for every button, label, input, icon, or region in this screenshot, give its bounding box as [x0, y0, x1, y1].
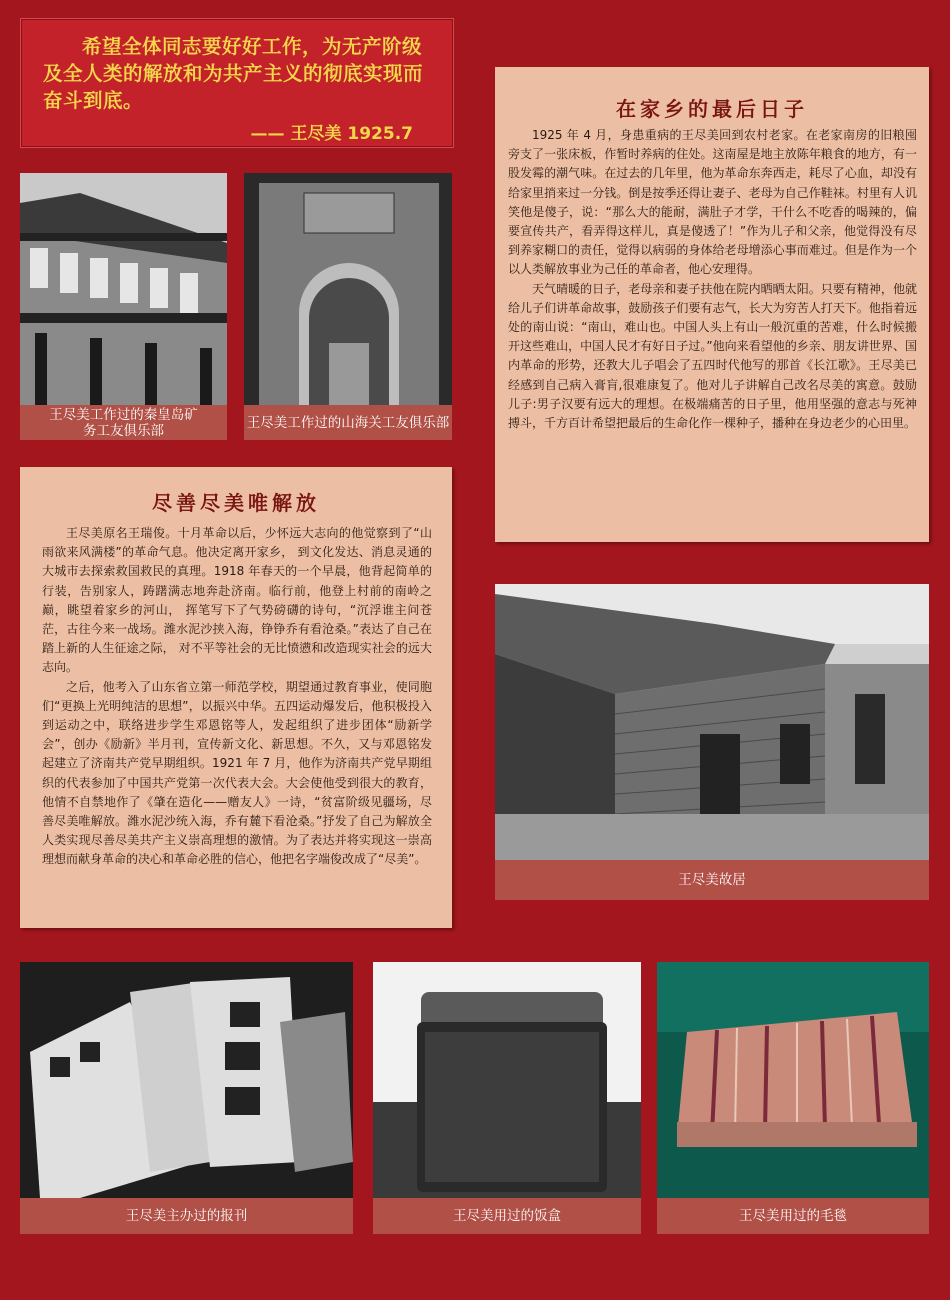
photo-lunch-box — [373, 962, 641, 1234]
blanket-photo — [657, 962, 929, 1198]
lunch-box-photo — [373, 962, 641, 1198]
newspapers-photo — [20, 962, 353, 1198]
photo-newspapers — [20, 962, 353, 1234]
photo-blanket — [657, 962, 929, 1234]
photo-shanhaiguan-club — [244, 173, 452, 440]
house-photo — [495, 584, 929, 860]
photo-caption: 王尽美工作过的山海关工友俱乐部 — [244, 405, 452, 440]
liberation-title: 尽善尽美唯解放 — [152, 491, 320, 515]
archway-photo — [244, 173, 452, 405]
photo-caption: 王尽美故居 — [495, 860, 929, 900]
hometown-paragraph: 天气晴暖的日子，老母亲和妻子扶他在院内晒晒太阳。只要有精神，他就给儿子们讲革命故事，鼓励孩子们要有志气，长大为穷苦人打天下。他指着远处的南山说：“南山，难山也。中国人头上有山一般沉重的苦难，什么时候搬开这些难山，中国人民才有好日子过。”他向来看望他的乡亲、朋友讲世界、国内革命的形势，还教大儿子唱会了五四时代他写的那首《长江歌》。王尽美已经感到自己病入膏肓,很难康复了。他对儿子讲解自己改名尽美的寓意。鼓励儿子:男子汉要有远大的理想。在极端痛苦的日子里，他用坚强的意志与死神搏斗，千方百计希望把最后的生命化作一棵种子，播种在身边老少的心田里。 — [508, 281, 917, 431]
liberation-panel — [20, 467, 452, 928]
quote-signature: —— 王尽美 1925.7 — [250, 124, 413, 144]
building-photo — [20, 173, 227, 405]
hometown-title: 在家乡的最后日子 — [616, 97, 808, 121]
photo-caption: 王尽美工作过的秦皇岛矿务工友俱乐部 — [20, 405, 227, 440]
hometown-panel — [495, 67, 929, 542]
quote-text: 希望全体同志要好好工作，为无产阶级及全人类的解放和为共产主义的彻底实现而奋斗到底。 — [43, 35, 424, 112]
photo-former-residence — [495, 584, 929, 900]
photo-qinhuangdao-club — [20, 173, 227, 440]
liberation-paragraph: 王尽美原名王瑞俊。十月革命以后，少怀远大志向的他觉察到了“山雨欲来风满楼”的革命气息。他决定离开家乡， 到文化发达、消息灵通的大城市去探索救国救民的真理。1918 年春天的一个早晨，他背起简单的行装，告别家人，踌躇满志地奔赴济南。临行前，他登上村前的南岭之巅，眺望着家乡的河山， 挥笔写下了气势磅礴的诗句，“沉浮谁主问苍茫，古往今来一战场。潍水泥沙挟入海，铮铮乔有看沧桑。”表达了自己在踏上新的人生征途之际， 对不平等社会的无比愤懑和改造现实社会的远大志向。 — [42, 526, 432, 675]
hometown-paragraph: 1925 年 4 月，身患重病的王尽美回到农村老家。在老家南房的旧粮囤旁支了一张床板，作暂时养病的住处。这南屋是地主放陈年粮食的地方，有一股发霉的潮气味。在过去的几年里，他为革命东奔西走，耗尽了心血，却没有给家里捎来过一分钱。倒是按季还得让妻子、老母为自己作鞋袜。村里有人讥笑他是傻子，说：“那么大的能耐，满肚子才学，干什么不吃香的喝辣的，偏要宣传共产，看弄得这样儿，真是傻透了！”作为儿子和父亲，他觉得没有尽到养家糊口的责任，觉得以病弱的身体给老母增添心事而难过。但是作为一个以人类解放事业为己任的革命者，他心安理得。 — [508, 128, 917, 277]
photo-caption: 王尽美用过的毛毯 — [657, 1198, 929, 1234]
photo-caption: 王尽美用过的饭盒 — [373, 1198, 641, 1234]
liberation-paragraph: 之后，他考入了山东省立第一师范学校，期望通过教育事业，使同胞们“更换上光明纯洁的思想”，以振兴中华。五四运动爆发后，他积极投入到运动之中，联络进步学生邓恩铭等人，发起组织了进步团体“励新学会”，创办《励新》半月刊，宣传新文化、新思想。不久，又与邓恩铭发起建立了济南共产党早期组织。1921 年 7 月，他作为济南共产党早期组织的代表参加了中国共产党第一次代表大会。大会使他受到很大的教育，他情不自禁地作了《肇在造化——赠友人》一诗，“贫富阶级见疆场，尽善尽美唯解放。潍水泥沙统入海，乔有麓下看沧桑。”抒发了自己为解放全人类实现尽善尽美共产主义崇高理想的激情。为了表达并将实现这一崇高理想而献身革命的决心和革命必胜的信心，他把名字端俊改成了“尽美”。 — [42, 679, 432, 867]
photo-caption: 王尽美主办过的报刊 — [20, 1198, 353, 1234]
quote-box — [20, 18, 454, 148]
